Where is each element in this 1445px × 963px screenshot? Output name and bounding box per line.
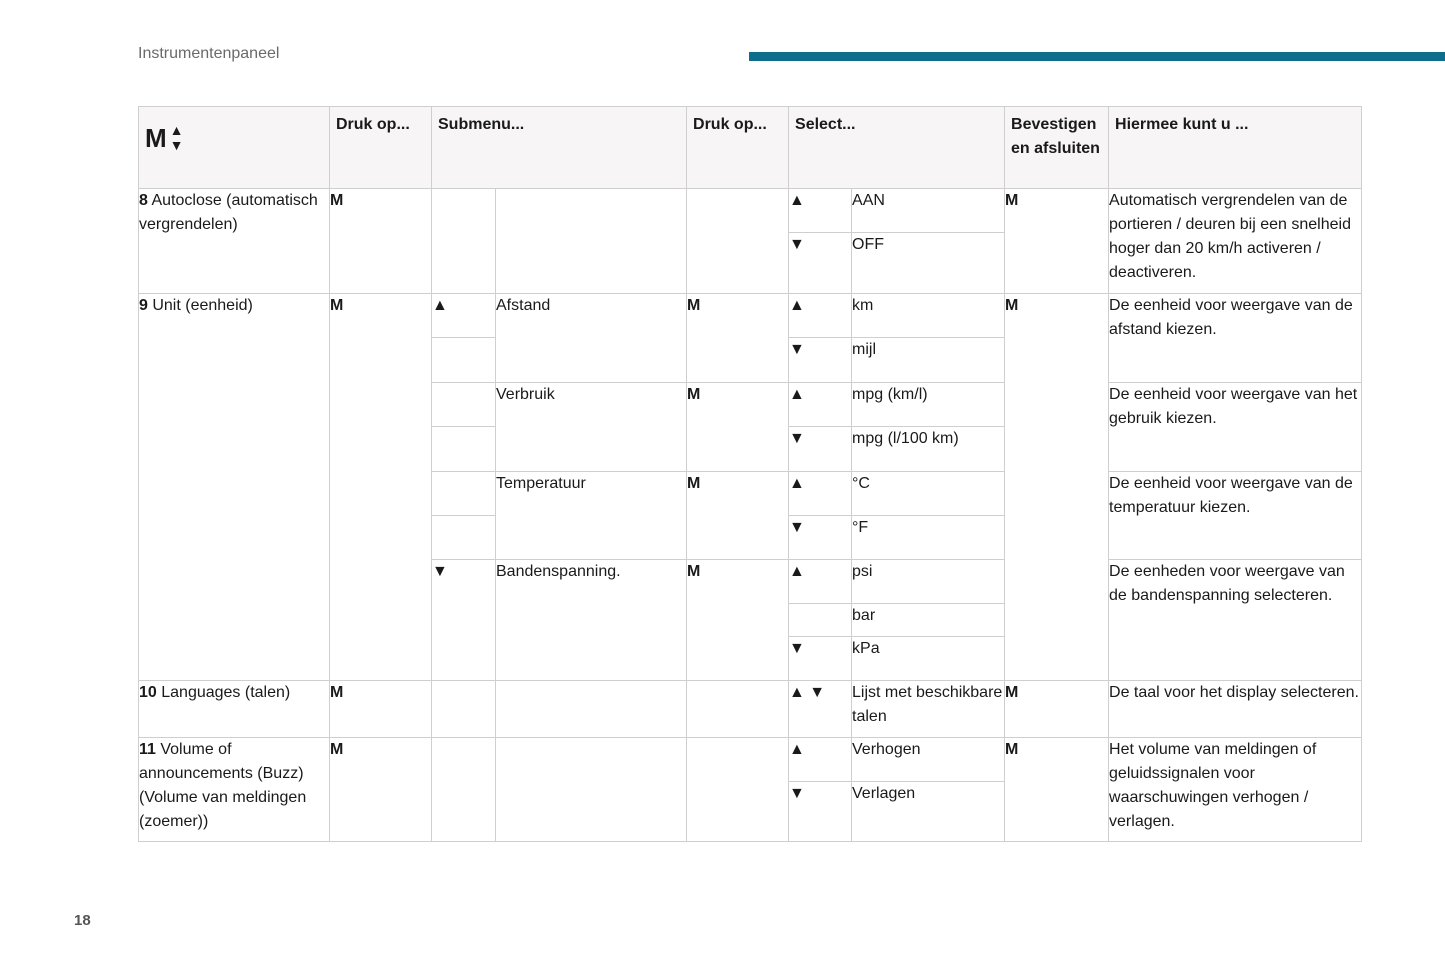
option-kpa: kPa: [852, 637, 1005, 681]
empty-cell: [496, 681, 687, 738]
table-row: [139, 294, 1362, 338]
table-row: [139, 681, 1362, 738]
m-button-icon: M: [330, 681, 432, 738]
option-fahrenheit: °F: [852, 516, 1005, 560]
m-button-icon: M: [1005, 681, 1109, 738]
header-bevestigen: Bevestigen en afsluiten: [1005, 107, 1109, 189]
option-celsius: °C: [852, 472, 1005, 516]
option-verhogen: Verhogen: [852, 738, 1005, 782]
option-psi: psi: [852, 560, 1005, 604]
empty-cell: [432, 189, 496, 294]
arrow-up-icon: ▲: [169, 122, 184, 138]
arrow-down-icon: ▼: [789, 516, 852, 560]
arrow-up-icon: ▲: [432, 294, 496, 338]
header-druk-op: Druk op...: [330, 107, 432, 189]
m-button-icon: M: [687, 560, 789, 681]
m-button-icon: M: [1005, 189, 1109, 294]
option-mpg-l100km: mpg (l/100 km): [852, 427, 1005, 472]
option-aan: AAN: [852, 189, 1005, 233]
m-button-icon: M: [687, 383, 789, 472]
description-bandenspanning: De eenheden voor weergave van de bandenspanning selecteren.: [1109, 560, 1362, 681]
arrow-up-icon: ▲: [789, 560, 852, 604]
empty-cell: [687, 681, 789, 738]
arrow-up-icon: ▲: [789, 472, 852, 516]
empty-cell: [687, 189, 789, 294]
m-button-icon: M: [1005, 294, 1109, 681]
menu-item-unit: 9 Unit (eenheid): [139, 294, 330, 681]
header-druk-op-2: Druk op...: [687, 107, 789, 189]
m-button-icon: M: [330, 294, 432, 681]
option-language-list: Lijst met beschikbare talen: [852, 681, 1005, 738]
description-temperatuur: De eenheid voor weergave van de temperatuur kiezen.: [1109, 472, 1362, 560]
empty-cell: [432, 472, 496, 516]
option-verlagen: Verlagen: [852, 782, 1005, 842]
arrow-up-icon: ▲: [789, 738, 852, 782]
description-verbruik: De eenheid voor weergave van het gebruik kiezen.: [1109, 383, 1362, 472]
arrow-updown-icon: ▲ ▼: [789, 681, 852, 738]
empty-cell: [432, 338, 496, 383]
option-bar: bar: [852, 604, 1005, 637]
empty-cell: [432, 383, 496, 427]
page-header-title: Instrumentenpaneel: [138, 45, 280, 62]
arrow-down-icon: ▼: [789, 233, 852, 294]
menu-item-autoclose: 8 Autoclose (automatisch vergrendelen): [139, 189, 330, 294]
arrow-down-icon: ▼: [789, 637, 852, 681]
empty-cell: [496, 189, 687, 294]
header-accent-bar: [749, 52, 1445, 61]
description-afstand: De eenheid voor weergave van de afstand kiezen.: [1109, 294, 1362, 383]
arrow-down-icon: ▼: [169, 137, 184, 153]
m-button-icon: M: [330, 189, 432, 294]
arrow-up-icon: ▲: [789, 294, 852, 338]
m-button-icon: M: [330, 738, 432, 842]
empty-cell: [789, 604, 852, 637]
arrow-down-icon: ▼: [432, 560, 496, 681]
table-row: [139, 189, 1362, 233]
m-button-icon: M: [145, 123, 167, 153]
empty-cell: [496, 738, 687, 842]
header-select: Select...: [789, 107, 1005, 189]
m-button-icon: M: [687, 472, 789, 560]
empty-cell: [432, 738, 496, 842]
arrow-up-icon: ▲: [789, 189, 852, 233]
description-autoclose: Automatisch vergrendelen van de portieren / deuren bij een snelheid hoger dan 20 km/h activeren / deactiveren.: [1109, 189, 1362, 294]
option-mpg-kml: mpg (km/l): [852, 383, 1005, 427]
header-m-updown: [139, 107, 330, 189]
empty-cell: [432, 681, 496, 738]
header-hiermee: Hiermee kunt u ...: [1109, 107, 1362, 189]
m-button-icon: M: [1005, 738, 1109, 842]
empty-cell: [687, 738, 789, 842]
arrow-down-icon: ▼: [789, 427, 852, 472]
option-off: OFF: [852, 233, 1005, 294]
option-mijl: mijl: [852, 338, 1005, 383]
submenu-bandenspanning: Bandenspanning.: [496, 560, 687, 681]
page-number: 18: [74, 912, 91, 929]
option-km: km: [852, 294, 1005, 338]
menu-item-volume: 11 Volume of announcements (Buzz) (Volume van meldingen (zoemer)): [139, 738, 330, 842]
arrow-down-icon: ▼: [789, 782, 852, 842]
empty-cell: [432, 427, 496, 472]
m-button-icon: M: [687, 294, 789, 383]
table-header-row: [139, 107, 1362, 189]
empty-cell: [432, 516, 496, 560]
submenu-temperatuur: Temperatuur: [496, 472, 687, 560]
submenu-afstand: Afstand: [496, 294, 687, 383]
table-row: [139, 738, 1362, 782]
description-languages: De taal voor het display selecteren.: [1109, 681, 1362, 738]
arrow-up-icon: ▲: [789, 383, 852, 427]
menu-item-languages: 10 Languages (talen): [139, 681, 330, 738]
submenu-verbruik: Verbruik: [496, 383, 687, 472]
header-submenu: Submenu...: [432, 107, 687, 189]
arrow-down-icon: ▼: [789, 338, 852, 383]
settings-menu-table: [138, 106, 1362, 842]
description-volume: Het volume van meldingen of geluidssignalen voor waarschuwingen verhogen / verlagen.: [1109, 738, 1362, 842]
